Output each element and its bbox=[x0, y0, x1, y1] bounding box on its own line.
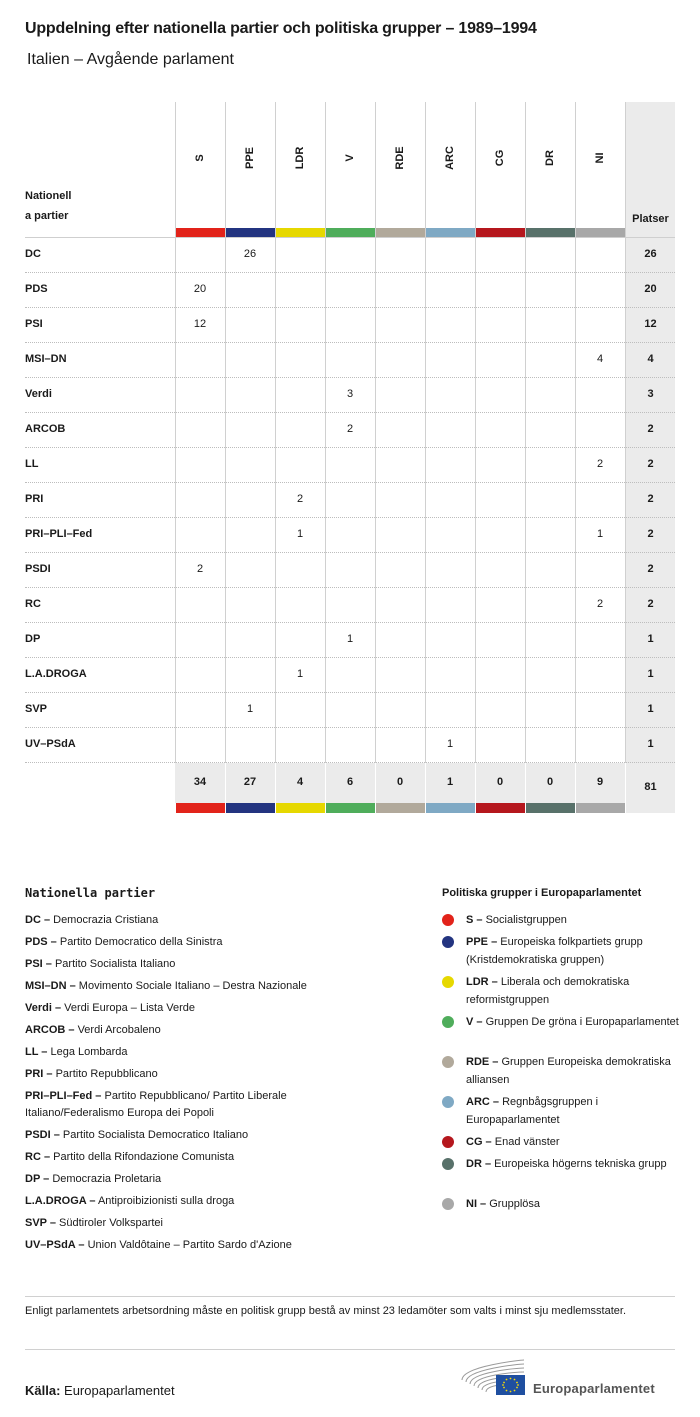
column-total: 0 bbox=[496, 776, 504, 788]
row-label: PSI bbox=[25, 318, 43, 330]
divider bbox=[25, 1296, 675, 1297]
party-legend-abbr: PDS – bbox=[25, 936, 57, 948]
party-legend-name: Democrazia Proletaria bbox=[49, 1173, 162, 1185]
column-header-s bbox=[175, 100, 225, 227]
party-legend-name: Union Valdôtaine – Partito Sardo d'Azione bbox=[84, 1239, 292, 1251]
row-label: PRI bbox=[25, 493, 44, 505]
group-legend-name: Gruppen De gröna i Europaparlamentet bbox=[482, 1016, 679, 1028]
row-divider bbox=[25, 622, 675, 623]
row-divider bbox=[25, 307, 675, 308]
group-legend-item bbox=[442, 1195, 682, 1213]
group-legend-item bbox=[442, 1093, 682, 1129]
source-value: Europaparlamentet bbox=[60, 1383, 175, 1398]
party-legend-abbr: Verdi – bbox=[25, 1002, 62, 1014]
row-seats: 2 bbox=[647, 423, 654, 435]
group-color-dot-icon bbox=[442, 936, 454, 948]
group-color-dot-icon bbox=[442, 1136, 454, 1148]
party-legend-item bbox=[25, 956, 355, 973]
row-label: RC bbox=[25, 598, 41, 610]
row-seats: 1 bbox=[647, 703, 654, 715]
row-seats: 1 bbox=[647, 668, 654, 680]
party-legend-name: Partito Repubblicano bbox=[52, 1068, 158, 1080]
row-seats: 3 bbox=[647, 388, 654, 400]
row-divider bbox=[25, 552, 675, 553]
group-color-dot-icon bbox=[442, 1096, 454, 1108]
group-legend-item bbox=[442, 933, 682, 969]
row-seats: 2 bbox=[647, 598, 654, 610]
party-legend-abbr: PRI–PLI–Fed – bbox=[25, 1090, 102, 1102]
column-header-dr bbox=[525, 100, 575, 227]
group-color-dot-icon bbox=[442, 1198, 454, 1210]
group-color-bar bbox=[576, 228, 625, 237]
row-seats: 20 bbox=[644, 283, 657, 295]
group-legend-abbr: LDR – bbox=[466, 976, 498, 988]
row-label: PRI–PLI–Fed bbox=[25, 528, 93, 540]
footnote: Enligt parlamentets arbetsordning måste en politisk grupp bestå av minst 23 ledamöter som valts i minst sju medlemsstater. bbox=[25, 1305, 626, 1317]
party-legend-abbr: LL – bbox=[25, 1046, 48, 1058]
group-color-bar bbox=[376, 803, 425, 813]
parties-legend-title: Nationella partier bbox=[25, 886, 156, 900]
column-header-label: S bbox=[194, 154, 206, 162]
column-total: 0 bbox=[546, 776, 554, 788]
group-legend-name: Enad vänster bbox=[491, 1136, 560, 1148]
group-legend-name: Liberala och demokratiska reformistgruppen bbox=[466, 976, 630, 1006]
group-color-dot-icon bbox=[442, 1056, 454, 1068]
table-cell: 20 bbox=[193, 283, 207, 295]
row-seats: 2 bbox=[647, 528, 654, 540]
group-color-dot-icon bbox=[442, 1016, 454, 1028]
row-label: SVP bbox=[25, 703, 48, 715]
party-legend-name: Partito Socialista Italiano bbox=[51, 958, 176, 970]
row-divider bbox=[25, 727, 675, 728]
party-legend-item bbox=[25, 1066, 355, 1083]
group-legend-name: Gruppen Europeiska demokratiska alliansen bbox=[466, 1056, 671, 1086]
group-color-bar bbox=[526, 228, 575, 237]
group-legend-abbr: CG – bbox=[466, 1136, 492, 1148]
party-legend-name: Südtiroler Volkspartei bbox=[56, 1217, 163, 1229]
group-legend-text bbox=[466, 1093, 682, 1129]
party-legend-item bbox=[25, 978, 355, 995]
row-label: L.A.DROGA bbox=[25, 668, 87, 680]
column-total: 0 bbox=[396, 776, 404, 788]
table-cell: 1 bbox=[296, 528, 304, 540]
column-header-arc bbox=[425, 100, 475, 227]
row-divider bbox=[25, 657, 675, 658]
row-divider bbox=[25, 517, 675, 518]
divider bbox=[25, 1349, 675, 1350]
group-legend-abbr: NI – bbox=[466, 1198, 487, 1210]
group-color-bar bbox=[326, 228, 375, 237]
row-label: UV–PSdA bbox=[25, 738, 76, 750]
group-legend-text bbox=[466, 1195, 682, 1213]
group-color-bar bbox=[176, 228, 225, 237]
party-legend-item bbox=[25, 1088, 355, 1122]
group-color-bar bbox=[576, 803, 625, 813]
row-divider bbox=[25, 482, 675, 483]
column-total: 34 bbox=[193, 776, 207, 788]
row-divider bbox=[25, 412, 675, 413]
group-legend-text bbox=[466, 1053, 682, 1089]
table-cell: 3 bbox=[346, 388, 354, 400]
column-header-ni bbox=[575, 100, 625, 227]
party-legend-item bbox=[25, 912, 355, 929]
party-legend-abbr: SVP – bbox=[25, 1217, 56, 1229]
group-color-bar bbox=[176, 803, 225, 813]
table-cell: 26 bbox=[243, 248, 257, 260]
row-header-label bbox=[25, 186, 71, 226]
party-legend-name: Democrazia Cristiana bbox=[50, 914, 159, 926]
row-seats: 2 bbox=[647, 493, 654, 505]
logo-text: Europaparlamentet bbox=[533, 1381, 655, 1396]
group-legend-abbr: S – bbox=[466, 914, 483, 926]
party-legend-abbr: RC – bbox=[25, 1151, 51, 1163]
row-seats: 4 bbox=[647, 353, 654, 365]
group-legend-text bbox=[466, 933, 682, 969]
table-cell: 2 bbox=[596, 598, 604, 610]
party-legend-abbr: L.A.DROGA – bbox=[25, 1195, 96, 1207]
row-label: PSDI bbox=[25, 563, 51, 575]
row-divider bbox=[25, 342, 675, 343]
group-color-bar bbox=[376, 228, 425, 237]
party-legend-abbr: PRI – bbox=[25, 1068, 53, 1080]
row-divider bbox=[25, 762, 675, 763]
header-rule bbox=[25, 237, 675, 238]
chart-title: Uppdelning efter nationella partier och politiska grupper – 1989–1994 bbox=[25, 20, 537, 37]
group-legend-name: Socialistgruppen bbox=[482, 914, 567, 926]
column-header-v bbox=[325, 100, 375, 227]
column-header-rde bbox=[375, 100, 425, 227]
party-legend-name: Verdi Europa – Lista Verde bbox=[61, 1002, 196, 1014]
row-label: DP bbox=[25, 633, 41, 645]
row-divider bbox=[25, 377, 675, 378]
row-seats: 26 bbox=[644, 248, 657, 260]
group-legend-abbr: DR – bbox=[466, 1158, 492, 1170]
group-color-bar bbox=[276, 228, 325, 237]
party-legend-name: Partito Democratico della Sinistra bbox=[56, 936, 223, 948]
table-cell: 2 bbox=[196, 563, 204, 575]
table-cell: 2 bbox=[296, 493, 304, 505]
group-color-bar bbox=[476, 803, 525, 813]
party-legend-item bbox=[25, 1237, 355, 1254]
party-legend-name: Antiproibizionisti sulla droga bbox=[95, 1195, 235, 1207]
row-label: LL bbox=[25, 458, 39, 470]
row-label: MSI–DN bbox=[25, 353, 67, 365]
group-legend-name: Europeiska högerns tekniska grupp bbox=[491, 1158, 667, 1170]
table-cell: 2 bbox=[346, 423, 354, 435]
group-legend-name: Grupplösa bbox=[486, 1198, 540, 1210]
row-divider bbox=[25, 587, 675, 588]
group-legend-text bbox=[466, 1133, 682, 1151]
party-legend-abbr: ARCOB – bbox=[25, 1024, 75, 1036]
source bbox=[25, 1383, 175, 1398]
row-seats: 1 bbox=[647, 633, 654, 645]
table-cell: 2 bbox=[596, 458, 604, 470]
row-seats: 2 bbox=[647, 563, 654, 575]
row-seats: 12 bbox=[644, 318, 657, 330]
party-legend-abbr: MSI–DN – bbox=[25, 980, 76, 992]
column-total: 6 bbox=[346, 776, 354, 788]
party-legend-abbr: DC – bbox=[25, 914, 51, 926]
party-legend-abbr: UV–PSdA – bbox=[25, 1239, 85, 1251]
party-legend-abbr: DP – bbox=[25, 1173, 50, 1185]
party-legend-item bbox=[25, 934, 355, 951]
group-legend-abbr: V – bbox=[466, 1016, 483, 1028]
row-divider bbox=[25, 447, 675, 448]
group-legend-item bbox=[442, 973, 682, 1009]
party-legend-name: Partito Repubblicano/ Partito Liberale Italiano/Federalismo Europa dei Popoli bbox=[25, 1090, 287, 1119]
group-color-bar bbox=[476, 228, 525, 237]
row-divider bbox=[25, 272, 675, 273]
group-color-dot-icon bbox=[442, 1158, 454, 1170]
column-total: 1 bbox=[446, 776, 454, 788]
row-header-line1: Nationell bbox=[25, 190, 72, 202]
column-header-label: LDR bbox=[294, 146, 306, 170]
group-legend-text bbox=[466, 1013, 682, 1031]
party-legend-item bbox=[25, 1127, 355, 1144]
table-cell: 1 bbox=[596, 528, 604, 540]
table-cell: 4 bbox=[596, 353, 604, 365]
row-label: DC bbox=[25, 248, 41, 260]
group-legend-text bbox=[466, 1155, 682, 1173]
group-color-bar bbox=[226, 228, 275, 237]
group-legend-name: Regnbågsgruppen i Europaparlamentet bbox=[466, 1096, 599, 1126]
group-color-bar bbox=[426, 228, 475, 237]
table-cell: 1 bbox=[296, 668, 304, 680]
column-total: 4 bbox=[296, 776, 304, 788]
group-legend-item bbox=[442, 1013, 682, 1031]
group-legend-abbr: ARC – bbox=[466, 1096, 500, 1108]
column-header-ppe bbox=[225, 100, 275, 227]
party-legend-item bbox=[25, 1022, 355, 1039]
source-label: Källa: bbox=[25, 1383, 61, 1398]
party-legend-name: Movimento Sociale Italiano – Destra Nazionale bbox=[75, 980, 307, 992]
table-cell: 12 bbox=[193, 318, 207, 330]
group-legend-abbr: RDE – bbox=[466, 1056, 499, 1068]
group-legend-text bbox=[466, 911, 682, 929]
group-legend-text bbox=[466, 973, 682, 1009]
party-legend-item bbox=[25, 1193, 355, 1210]
row-label: ARCOB bbox=[25, 423, 66, 435]
groups-legend-title: Politiska grupper i Europaparlamentet bbox=[442, 887, 642, 899]
column-header-label: CG bbox=[494, 149, 506, 167]
party-legend-name: Partito Socialista Democratico Italiano bbox=[59, 1129, 249, 1141]
group-color-bar bbox=[326, 803, 375, 813]
group-legend-abbr: PPE – bbox=[466, 936, 498, 948]
group-legend-item bbox=[442, 1053, 682, 1089]
party-legend-abbr: PSDI – bbox=[25, 1129, 60, 1141]
group-legend-item bbox=[442, 1133, 682, 1151]
seats-column-header: Platser bbox=[632, 213, 669, 225]
party-legend-name: Partito della Rifondazione Comunista bbox=[50, 1151, 235, 1163]
row-header-line2: a partier bbox=[25, 210, 69, 222]
column-header-label: RDE bbox=[394, 146, 406, 170]
column-total: 9 bbox=[596, 776, 604, 788]
party-legend-name: Verdi Arcobaleno bbox=[74, 1024, 161, 1036]
column-header-label: ARC bbox=[444, 146, 456, 170]
column-header-label: V bbox=[344, 154, 356, 162]
table-cell: 1 bbox=[346, 633, 354, 645]
group-legend-item bbox=[442, 1155, 682, 1173]
group-color-dot-icon bbox=[442, 914, 454, 926]
row-seats: 2 bbox=[647, 458, 654, 470]
group-legend-name: Europeiska folkpartiets grupp (Kristdemokratiska gruppen) bbox=[466, 936, 643, 966]
row-seats: 1 bbox=[647, 738, 654, 750]
row-divider bbox=[25, 692, 675, 693]
table-cell: 1 bbox=[246, 703, 254, 715]
group-color-bar bbox=[426, 803, 475, 813]
column-header-label: PPE bbox=[244, 146, 256, 170]
row-label: PDS bbox=[25, 283, 48, 295]
party-legend-item bbox=[25, 1215, 355, 1232]
chart-subtitle: Italien – Avgående parlament bbox=[27, 51, 234, 68]
column-total: 27 bbox=[243, 776, 257, 788]
column-header-cg bbox=[475, 100, 525, 227]
group-color-bar bbox=[526, 803, 575, 813]
party-legend-item bbox=[25, 1149, 355, 1166]
column-header-label: NI bbox=[594, 152, 606, 164]
group-legend-item bbox=[442, 911, 682, 929]
row-label: Verdi bbox=[25, 388, 52, 400]
party-legend-name: Lega Lombarda bbox=[47, 1046, 128, 1058]
group-color-bar bbox=[226, 803, 275, 813]
table-cell: 1 bbox=[446, 738, 454, 750]
group-color-bar bbox=[276, 803, 325, 813]
party-legend-item bbox=[25, 1044, 355, 1061]
party-legend-item bbox=[25, 1000, 355, 1017]
column-header-ldr bbox=[275, 100, 325, 227]
party-legend-abbr: PSI – bbox=[25, 958, 52, 970]
total-seats: 81 bbox=[644, 781, 657, 793]
party-legend-item bbox=[25, 1171, 355, 1188]
group-color-dot-icon bbox=[442, 976, 454, 988]
column-header-label: DR bbox=[544, 150, 556, 166]
